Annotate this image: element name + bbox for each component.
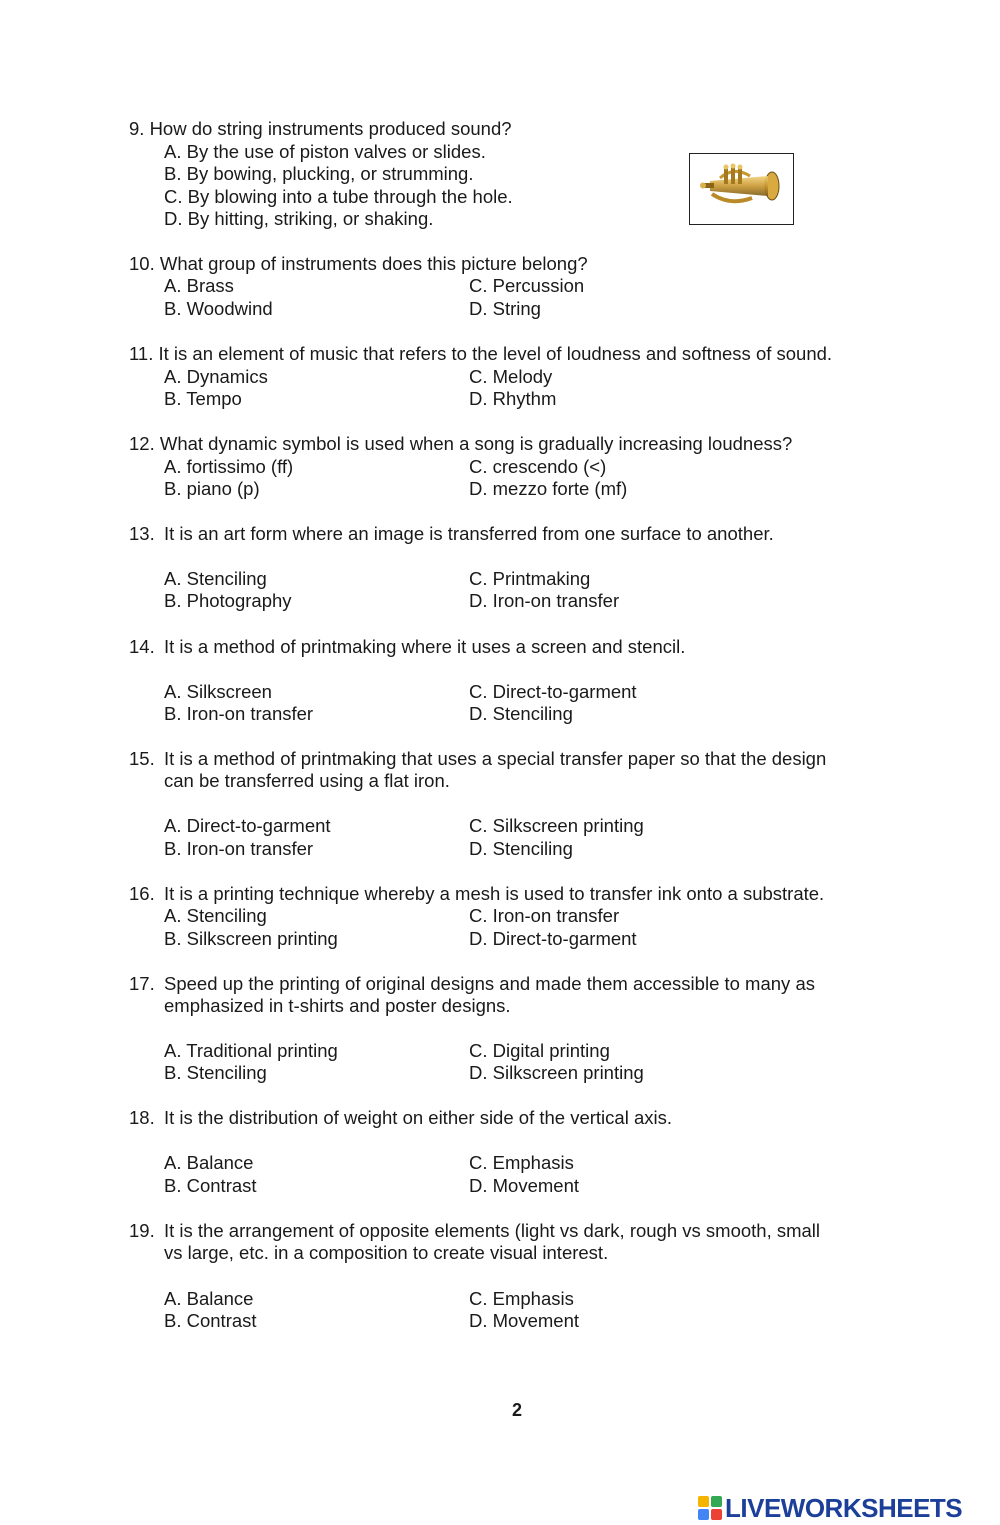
question-15: It is a method of printmaking that uses a special transfer paper so that the design — [164, 748, 827, 769]
question-18: It is the distribution of weight on either side of the vertical axis. — [164, 1107, 672, 1128]
option-a: A. Balance — [164, 1152, 254, 1173]
option-b: B. Tempo — [164, 388, 242, 409]
question-19: It is the arrangement of opposite elements (light vs dark, rough vs smooth, small — [164, 1220, 821, 1241]
option-d: D. String — [469, 298, 541, 319]
option-a: A. Stenciling — [164, 568, 267, 589]
option-a: A. Silkscreen — [164, 681, 272, 702]
option-c: C. Melody — [469, 366, 553, 387]
option-a: A. fortissimo (ff) — [164, 456, 294, 477]
question-17-number: 17. — [129, 973, 155, 994]
option-c: C. By blowing into a tube through the hole. — [164, 186, 513, 207]
option-d: D. Rhythm — [469, 388, 557, 409]
option-a: A. Stenciling — [164, 905, 267, 926]
question-13: It is an art form where an image is transferred from one surface to another. — [164, 523, 774, 544]
logo-text: LIVEWORKSHEETS — [725, 1492, 963, 1523]
option-a: A. Balance — [164, 1288, 254, 1309]
liveworksheets-icon — [698, 1496, 722, 1520]
trumpet-picture — [689, 153, 794, 225]
question-15-line2: can be transferred using a flat iron. — [164, 770, 450, 791]
question-18-number: 18. — [129, 1107, 155, 1128]
option-d: D. Direct-to-garment — [469, 928, 637, 949]
option-c: C. Percussion — [469, 275, 585, 296]
option-b: B. Stenciling — [164, 1062, 267, 1083]
option-c: C. Emphasis — [469, 1288, 574, 1309]
question-11: 11. It is an element of music that refers to the level of loudness and softness of sound. — [129, 343, 833, 364]
question-19-number: 19. — [129, 1220, 155, 1241]
option-c: C. Printmaking — [469, 568, 591, 589]
option-c: C. crescendo (<) — [469, 456, 607, 477]
option-b: B. Woodwind — [164, 298, 273, 319]
option-b: B. Contrast — [164, 1175, 257, 1196]
page-number: 2 — [512, 1400, 523, 1420]
liveworksheets-logo[interactable] — [698, 1491, 962, 1525]
option-d: D. Movement — [469, 1310, 580, 1331]
option-c: C. Iron-on transfer — [469, 905, 620, 926]
option-d: D. Movement — [469, 1175, 580, 1196]
option-a: A. Traditional printing — [164, 1040, 338, 1061]
option-a: A. Brass — [164, 275, 234, 296]
question-15-number: 15. — [129, 748, 155, 769]
option-d: D. Stenciling — [469, 838, 573, 859]
option-c: C. Emphasis — [469, 1152, 574, 1173]
question-10: 10. What group of instruments does this picture belong? — [129, 253, 588, 274]
question-19-line2: vs large, etc. in a composition to create visual interest. — [164, 1242, 609, 1263]
option-a: A. Dynamics — [164, 366, 268, 387]
option-d: D. Silkscreen printing — [469, 1062, 644, 1083]
question-14: It is a method of printmaking where it uses a screen and stencil. — [164, 636, 686, 657]
question-12: 12. What dynamic symbol is used when a song is gradually increasing loudness? — [129, 433, 793, 454]
option-a: A. By the use of piston valves or slides. — [164, 141, 486, 162]
question-9: 9. How do string instruments produced sound? — [129, 118, 512, 139]
option-b: B. Iron-on transfer — [164, 703, 314, 724]
question-16: It is a printing technique whereby a mesh is used to transfer ink onto a substrate. — [164, 883, 825, 904]
option-b: B. By bowing, plucking, or strumming. — [164, 163, 474, 184]
question-16-number: 16. — [129, 883, 155, 904]
option-d: D. mezzo forte (mf) — [469, 478, 628, 499]
option-b: B. Contrast — [164, 1310, 257, 1331]
option-c: C. Silkscreen printing — [469, 815, 644, 836]
trumpet-icon — [690, 154, 793, 224]
question-13-number: 13. — [129, 523, 155, 544]
option-b: B. Photography — [164, 590, 292, 611]
option-c: C. Direct-to-garment — [469, 681, 637, 702]
option-d: D. Iron-on transfer — [469, 590, 620, 611]
question-17: Speed up the printing of original designs and made them accessible to many as — [164, 973, 815, 994]
option-b: B. Silkscreen printing — [164, 928, 338, 949]
option-d: D. Stenciling — [469, 703, 573, 724]
option-c: C. Digital printing — [469, 1040, 610, 1061]
option-d: D. By hitting, striking, or shaking. — [164, 208, 434, 229]
option-a: A. Direct-to-garment — [164, 815, 331, 836]
question-14-number: 14. — [129, 636, 155, 657]
option-b: B. piano (p) — [164, 478, 260, 499]
question-17-line2: emphasized in t-shirts and poster designs. — [164, 995, 511, 1016]
option-b: B. Iron-on transfer — [164, 838, 314, 859]
